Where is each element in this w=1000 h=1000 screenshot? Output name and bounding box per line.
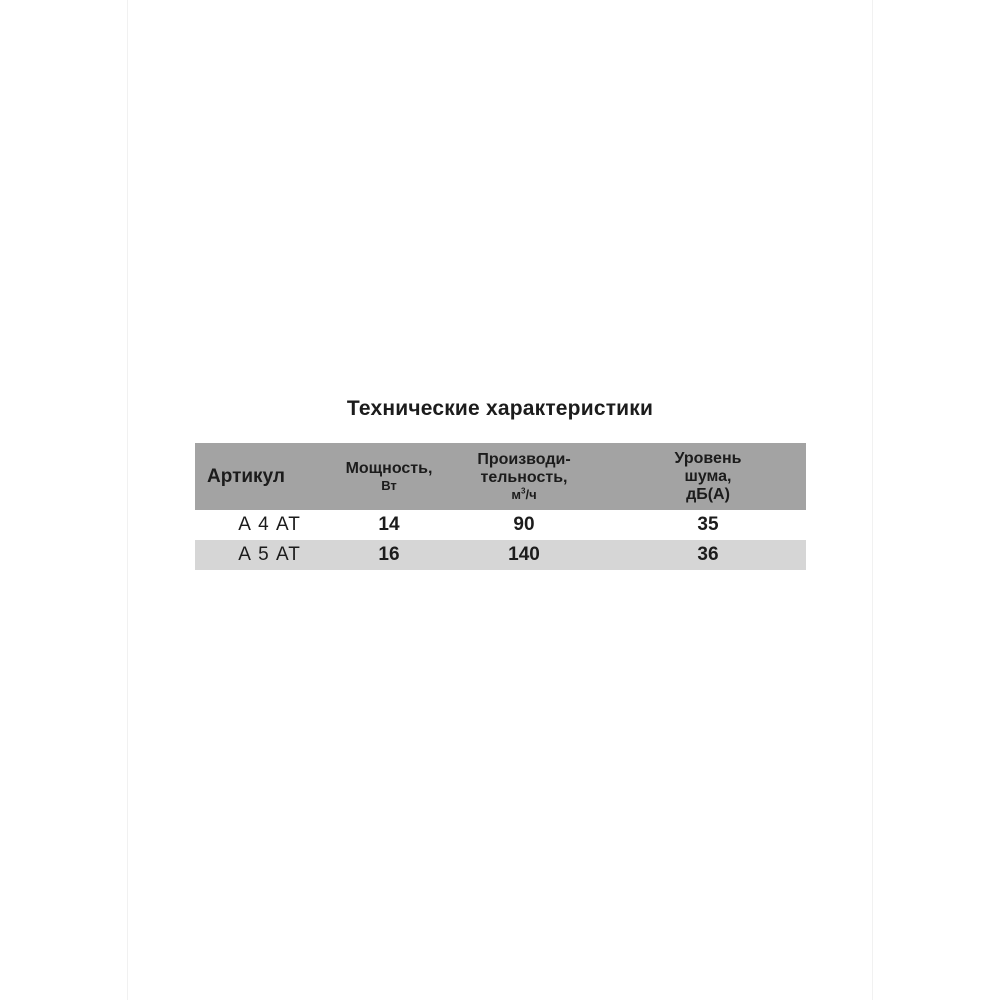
spec-table (195, 443, 806, 570)
header-power-unit: Вт (381, 477, 397, 493)
table-header-row (195, 443, 806, 510)
header-power (340, 460, 438, 494)
cell-power: 16 (378, 544, 400, 565)
cell-performance: 90 (513, 514, 535, 535)
spec-title: Технические характеристики (346, 397, 654, 420)
header-noise-unit: дБ(А) (686, 485, 730, 503)
table-row (195, 510, 806, 540)
header-noise-line2: шума, (684, 467, 732, 485)
header-performance-line1: Производи- (477, 450, 571, 468)
header-article: Артикул (207, 465, 285, 487)
unit-sup: 3 (521, 486, 526, 496)
header-performance-unit (438, 487, 610, 503)
unit-tail: /ч (525, 486, 537, 502)
cell-article: А 4 АТ (238, 514, 301, 535)
header-performance-line2: тельность, (480, 468, 568, 486)
header-power-label: Мощность, (345, 459, 433, 477)
unit-base: м (511, 486, 521, 502)
header-noise-line1: Уровень (674, 449, 742, 467)
header-performance (438, 451, 610, 503)
cell-noise: 36 (697, 544, 719, 565)
cell-noise: 35 (697, 514, 719, 535)
header-noise (610, 450, 806, 504)
cell-article: А 5 АТ (238, 544, 301, 565)
table-row (195, 540, 806, 570)
cell-performance: 140 (508, 544, 540, 565)
cell-power: 14 (378, 514, 400, 535)
